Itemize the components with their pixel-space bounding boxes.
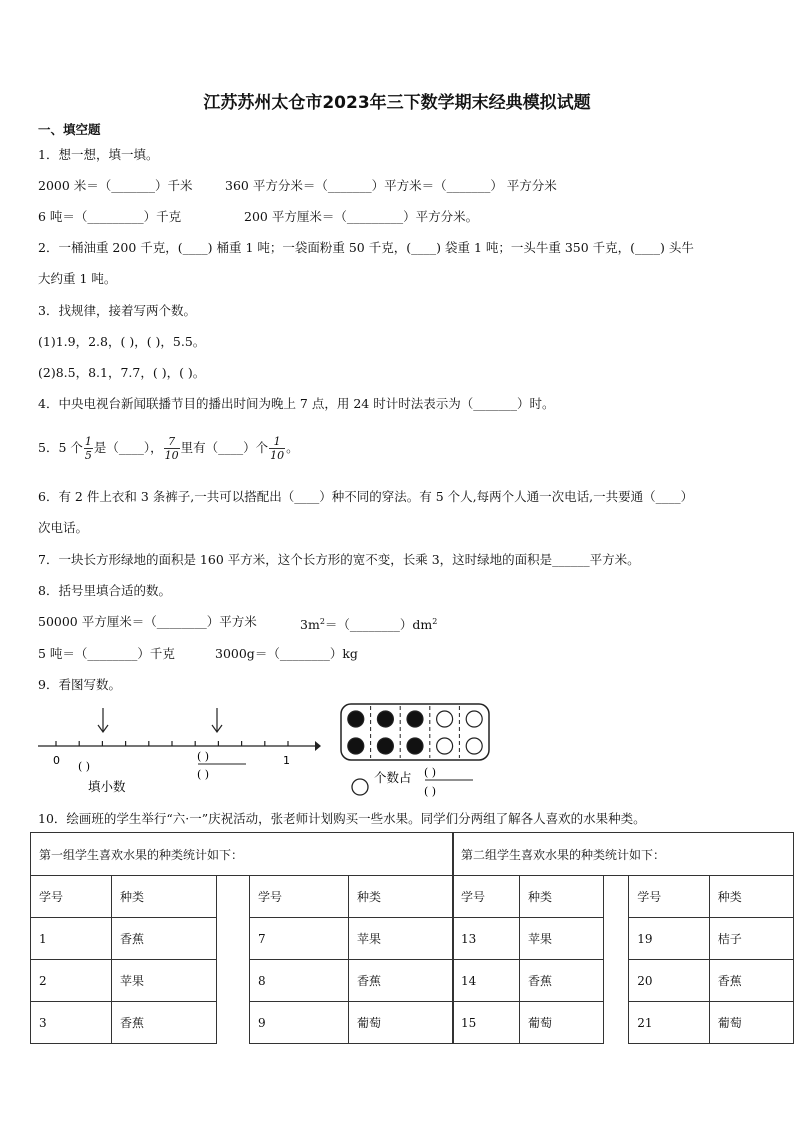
- q8-line2b: 3000g＝（________）kg: [215, 646, 358, 661]
- student-id-cell: 2: [31, 960, 112, 1002]
- q9-heading: 9．看图写数。: [38, 677, 121, 692]
- fraction-1-10: $\frac{1}{10}$: [270, 435, 285, 462]
- dot-grid: [348, 711, 482, 754]
- empty-dot: [437, 738, 453, 754]
- fraction-7-10: $\frac{7}{10}$: [164, 435, 179, 462]
- number-line-ticks: [56, 741, 288, 746]
- q5-part2: 是（____），: [93, 440, 163, 455]
- group2-table: [452, 832, 794, 1044]
- q3-line2: (2)8.5，8.1，7.7，( )，( )。: [38, 365, 206, 380]
- tick-label-0: 0: [53, 754, 60, 767]
- q2-line2: 大约重 1 吨。: [38, 271, 117, 286]
- filled-dot: [407, 738, 423, 754]
- fruit-kind-cell: 香蕉: [112, 1002, 217, 1044]
- q6-line2: 次电话。: [38, 520, 89, 535]
- circle-icon: [352, 779, 368, 795]
- q10-text: 10．绘画班的学生举行“六·一”庆祝活动，张老师计划购买一些水果。同学们分两组了解各人喜欢的水果种类。: [38, 811, 646, 826]
- fraction-numerator-blank: ( ): [197, 750, 210, 763]
- share-numerator-blank: ( ): [424, 766, 437, 779]
- q1-line2b: 200 平方厘米＝（_________）平方分米。: [244, 209, 479, 224]
- student-id-cell: 14: [453, 960, 520, 1002]
- column-header-id: 学号: [453, 876, 520, 918]
- fruit-kind-cell: 桔子: [709, 918, 793, 960]
- column-header-kind: 种类: [709, 876, 793, 918]
- column-header-id: 学号: [31, 876, 112, 918]
- table-header-row: [31, 876, 454, 918]
- column-header-kind: 种类: [519, 876, 603, 918]
- table-header-row: [453, 876, 794, 918]
- student-id-cell: 15: [453, 1002, 520, 1044]
- q3-line1: (1)1.9，2.8，( )，( )，5.5。: [38, 334, 206, 349]
- column-header-kind: 种类: [112, 876, 217, 918]
- fraction-1-5: $\frac{1}{5}$: [84, 435, 92, 462]
- empty-dot: [466, 711, 482, 727]
- empty-dot: [437, 711, 453, 727]
- student-id-cell: 13: [453, 918, 520, 960]
- q5-part4: 。: [286, 440, 299, 455]
- q5-part1: 5．5 个: [38, 440, 83, 455]
- circle-share-label: 个数占: [374, 770, 412, 785]
- fruit-kind-cell: 葡萄: [519, 1002, 603, 1044]
- empty-dot: [466, 738, 482, 754]
- q1-line2a: 6 吨＝（_________）千克: [38, 209, 182, 224]
- tick-label-1: 1: [283, 754, 290, 767]
- group1-body: [31, 876, 454, 1044]
- student-id-cell: 3: [31, 1002, 112, 1044]
- q4-text: 4．中央电视台新闻联播节目的播出时间为晚上 7 点，用 24 时计时法表示为（_______）时。: [38, 396, 555, 411]
- student-id-cell: 1: [31, 918, 112, 960]
- fruit-kind-cell: 苹果: [112, 960, 217, 1002]
- column-header-kind: 种类: [349, 876, 454, 918]
- student-id-cell: 21: [629, 1002, 710, 1044]
- share-denominator-blank: ( ): [424, 785, 437, 798]
- fruit-kind-cell: 苹果: [349, 918, 454, 960]
- answer-blank: ( ): [78, 760, 91, 773]
- column-header-id: 学号: [250, 876, 349, 918]
- q7-text: 7．一块长方形绿地的面积是 160 平方米，这个长方形的宽不变，长乘 3，这时绿地的面积是______平方米。: [38, 552, 640, 567]
- q5-text: [38, 433, 299, 463]
- fruit-kind-cell: 香蕉: [709, 960, 793, 1002]
- fruit-kind-cell: 香蕉: [349, 960, 454, 1002]
- fruit-kind-cell: 香蕉: [519, 960, 603, 1002]
- section-heading: 一、填空题: [38, 122, 101, 137]
- q8-line1a: 50000 平方厘米＝（________）平方米: [38, 614, 257, 629]
- filled-dot: [348, 711, 364, 727]
- arrow-head-icon: [315, 741, 321, 751]
- filled-dot: [377, 711, 393, 727]
- q6-line1: 6．有 2 件上衣和 3 条裤子,一共可以搭配出（____）种不同的穿法。有 5 个人,每两个人通一次电话,一共要通（____）: [38, 489, 694, 504]
- student-id-cell: 8: [250, 960, 349, 1002]
- table-gap: [604, 876, 629, 1044]
- student-id-cell: 20: [629, 960, 710, 1002]
- q8-line2a: 5 吨＝（________）千克: [38, 646, 175, 661]
- table-gap: [217, 876, 250, 1044]
- column-header-id: 学号: [629, 876, 710, 918]
- fraction-denominator-blank: ( ): [197, 768, 210, 781]
- fruit-kind-cell: 香蕉: [112, 918, 217, 960]
- q1-line1a: 2000 米＝（_______）千米: [38, 178, 193, 193]
- q1-heading: 1．想一想，填一填。: [38, 147, 159, 162]
- student-id-cell: 9: [250, 1002, 349, 1044]
- fruit-kind-cell: 葡萄: [349, 1002, 454, 1044]
- q8-line1b: $3m^2=(\_\_\_\_\_\_\_\_)dm^2$: [300, 617, 438, 633]
- fill-decimal-caption: 填小数: [88, 779, 126, 794]
- q2-line1: 2．一桶油重 200 千克，(____) 桶重 1 吨；一袋面粉重 50 千克，(____) 袋重 1 吨；一头牛重 350 千克，(____) 头牛: [38, 240, 694, 255]
- fruit-kind-cell: 葡萄: [709, 1002, 793, 1044]
- q5-part3: 里有（____）个: [180, 440, 269, 455]
- q1-line1b: 360 平方分米＝（_______）平方米＝（_______） 平方分米: [225, 178, 557, 193]
- q9-figure: [30, 698, 500, 803]
- page-title: 江苏苏州太仓市2023年三下数学期末经典模拟试题: [203, 93, 591, 113]
- group1-caption: 第一组学生喜欢水果的种类统计如下：: [31, 833, 454, 876]
- student-id-cell: 7: [250, 918, 349, 960]
- group1-table: [30, 832, 454, 1044]
- group2-caption: 第二组学生喜欢水果的种类统计如下：: [453, 833, 794, 876]
- q8-heading: 8．括号里填合适的数。: [38, 583, 171, 598]
- group2-body: [453, 876, 794, 1044]
- filled-dot: [348, 738, 364, 754]
- fruit-kind-cell: 苹果: [519, 918, 603, 960]
- filled-dot: [407, 711, 423, 727]
- q3-heading: 3．找规律，接着写两个数。: [38, 303, 196, 318]
- student-id-cell: 19: [629, 918, 710, 960]
- filled-dot: [377, 738, 393, 754]
